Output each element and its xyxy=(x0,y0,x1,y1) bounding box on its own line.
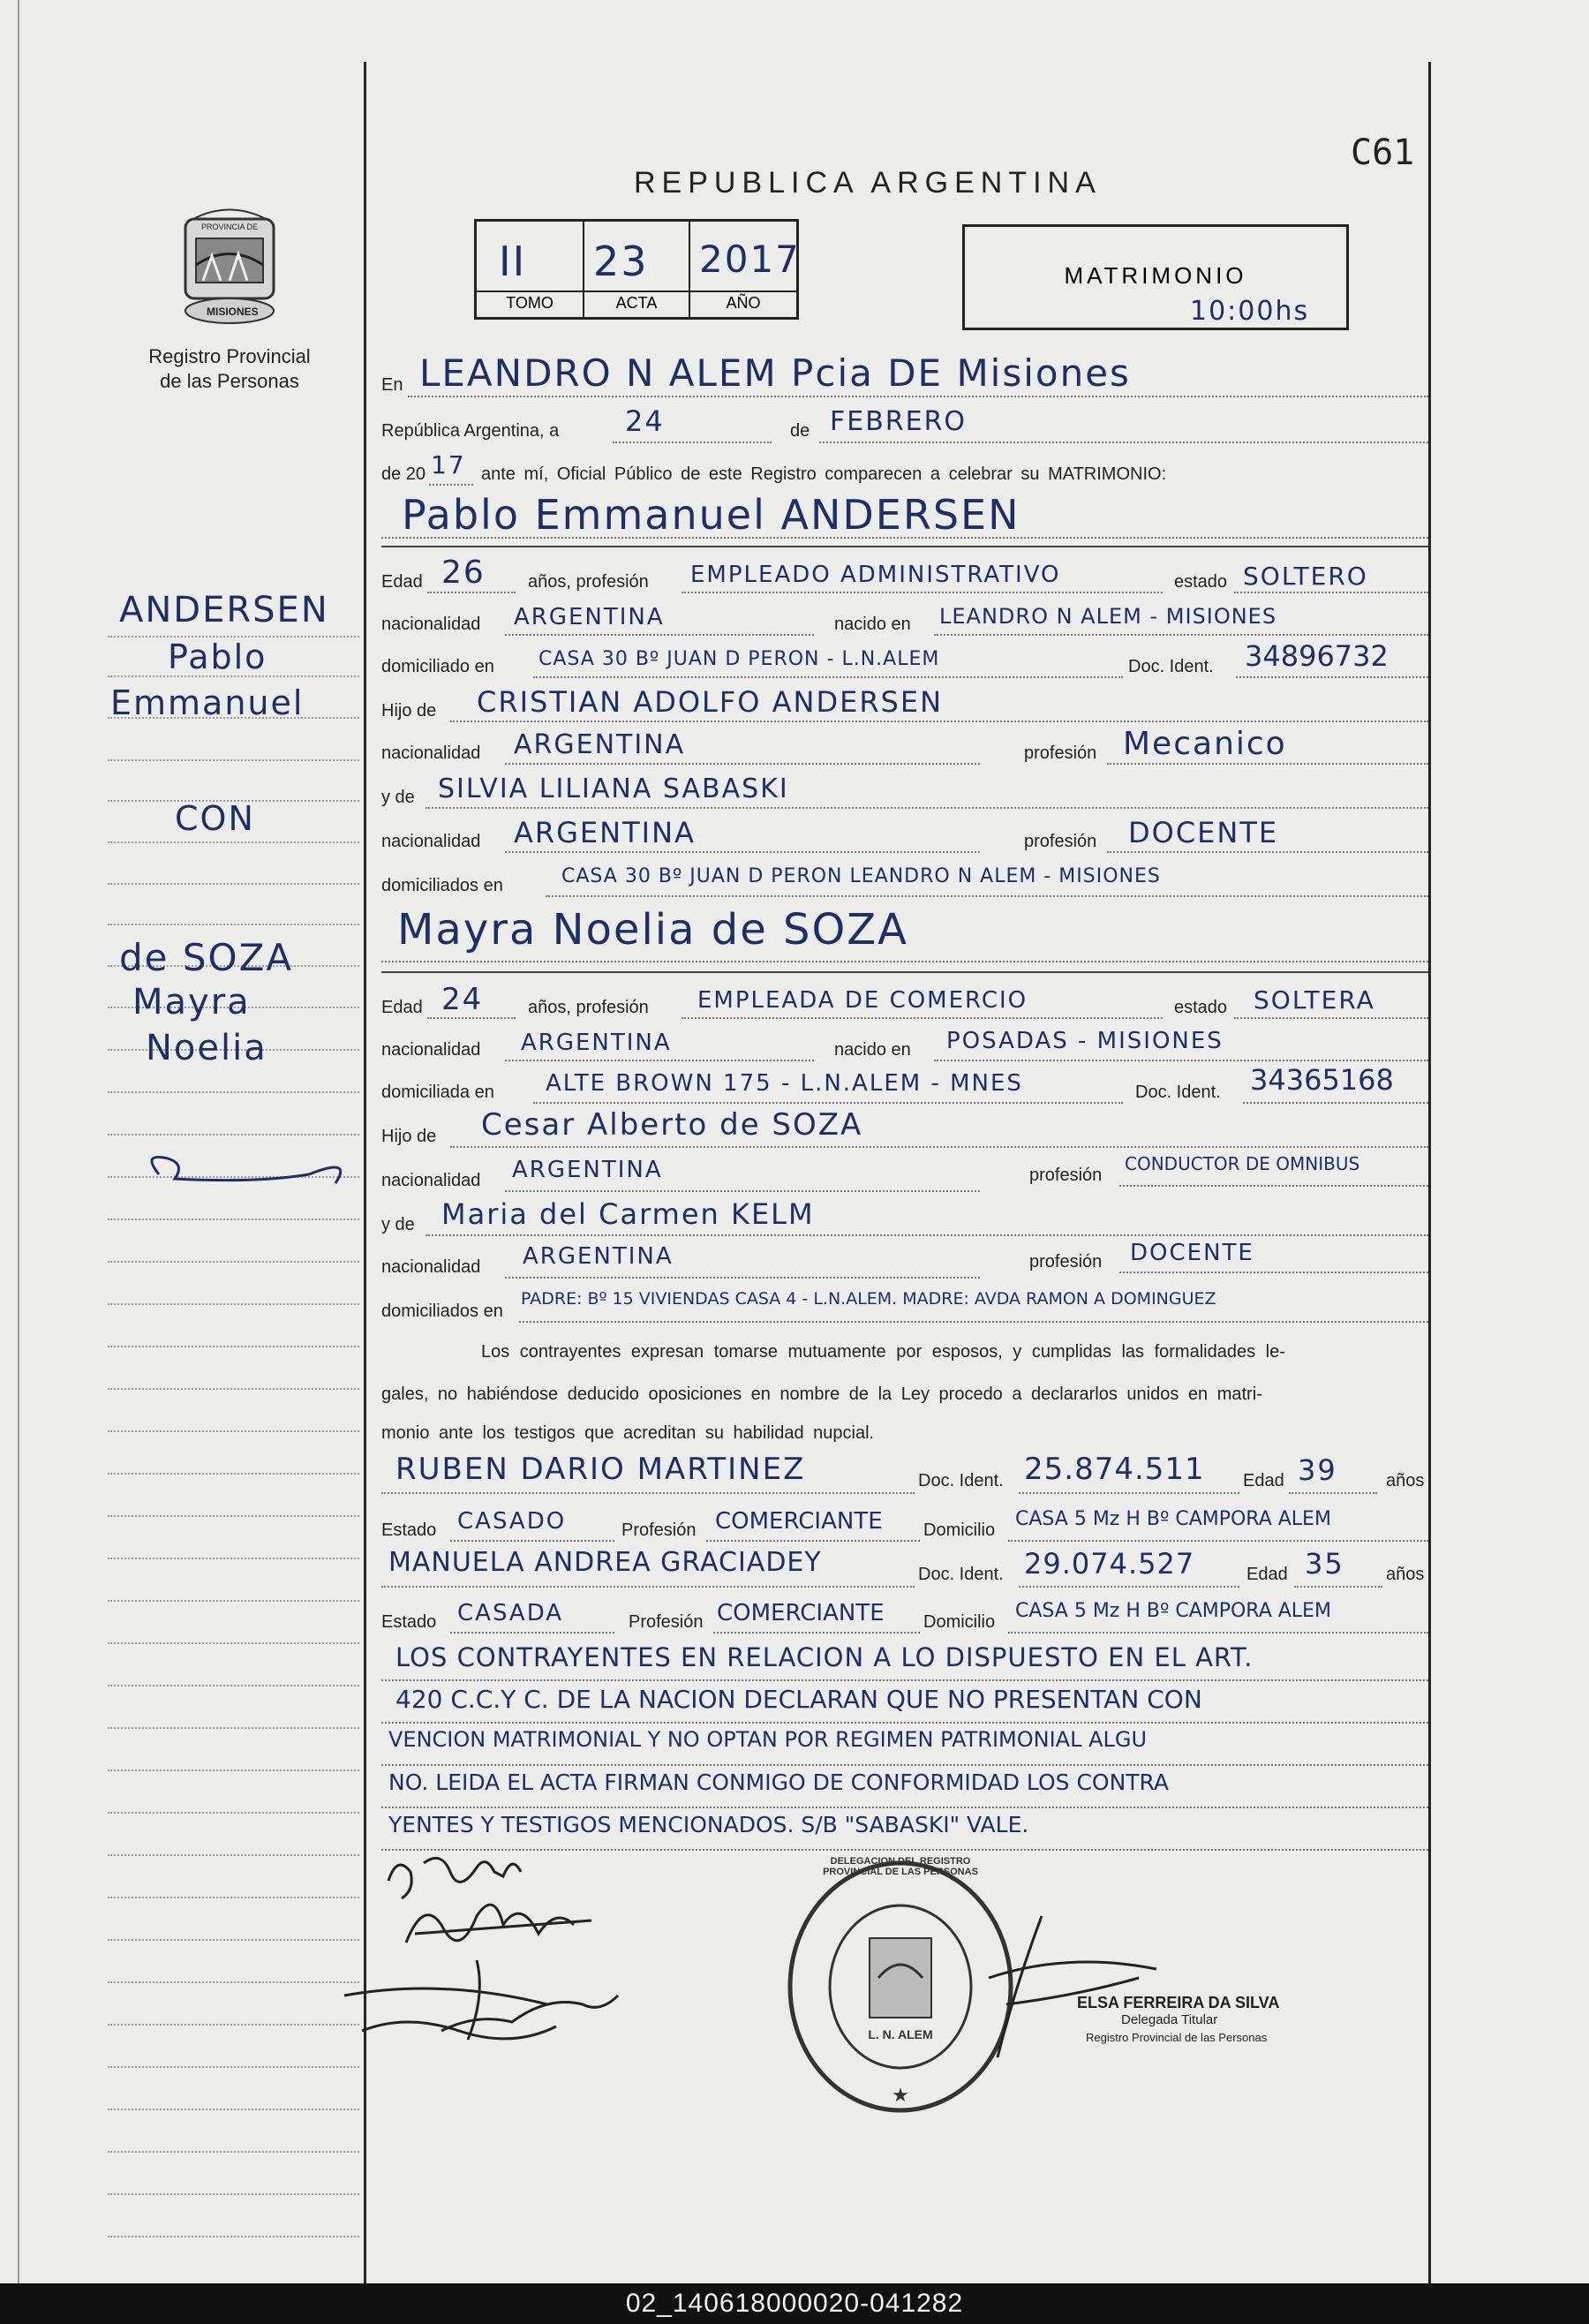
page-number: C61 xyxy=(1351,132,1415,173)
notes-line4: NO. LEIDA EL ACTA FIRMAN CONMIGO DE CONFORMIDAD LOS CONTRA xyxy=(388,1769,1170,1795)
notes-line1: LOS CONTRAYENTES EN RELACION A LO DISPUESTO EN EL ART. xyxy=(395,1642,1254,1672)
groom-padre-prof-label: profesión xyxy=(1024,743,1097,763)
bride-nacido-label: nacido en xyxy=(834,1040,911,1060)
groom-separator xyxy=(381,546,1428,547)
registry-name-line1: Registro Provincial xyxy=(148,345,311,367)
margin-name-bride-1: Mayra xyxy=(132,982,251,1022)
anio-value: 2017 xyxy=(699,238,801,281)
stamp-inner-text: L. N. ALEM xyxy=(868,2027,933,2041)
tomo-label: TOMO xyxy=(506,294,554,312)
witness2-edad: 35 xyxy=(1305,1547,1344,1581)
bride-domicilio: ALTE BROWN 175 - L.N.ALEM - MNES xyxy=(546,1070,1023,1097)
groom-profesion: EMPLEADO ADMINISTRATIVO xyxy=(690,562,1061,588)
seal-bottom-text: MISIONES xyxy=(207,306,259,318)
groom-name: Pablo Emmanuel ANDERSEN xyxy=(402,491,1020,539)
groom-anios-profesion-label: años, profesión xyxy=(528,572,649,592)
bride-padre-prof: CONDUCTOR DE OMNIBUS xyxy=(1125,1153,1360,1174)
groom-padre: CRISTIAN ADOLFO ANDERSEN xyxy=(477,685,944,719)
bride-madre-prof-label: profesión xyxy=(1029,1252,1103,1271)
witness1-estado-label: Estado xyxy=(381,1520,437,1540)
witness1-domicilio-label: Domicilio xyxy=(923,1520,996,1540)
acta-label: ACTA xyxy=(615,294,658,312)
margin-flourish xyxy=(132,1148,362,1205)
bride-edad-label: Edad xyxy=(381,998,423,1017)
declaration-line3: monio ante los testigos que acreditan su habilidad nupcial. xyxy=(381,1423,875,1443)
witness2-domicilio-label: Domicilio xyxy=(923,1612,996,1632)
witness2-doc-label: Doc. Ident. xyxy=(918,1565,1004,1584)
officer-signature xyxy=(936,1898,1201,2079)
bride-padre-prof-label: profesión xyxy=(1029,1166,1103,1185)
margin-name-groom-1: Pablo xyxy=(168,638,267,676)
groom-nacionalidad: ARGENTINA xyxy=(514,604,665,630)
witness1-profesion: COMERCIANTE xyxy=(715,1508,883,1535)
bride-doc-label: Doc. Ident. xyxy=(1135,1083,1221,1102)
stamp-ring-text: DELEGACION DEL REGISTRO PROVINCIAL DE LAS PERSONAS xyxy=(823,1856,978,1877)
officer-org: Registro Provincial de las Personas xyxy=(1086,2031,1268,2044)
witness2-estado-label: Estado xyxy=(381,1612,437,1632)
groom-estado-label: estado xyxy=(1174,572,1228,592)
witness2-estado: CASADA xyxy=(457,1600,564,1626)
bride-hijo-label: Hijo de xyxy=(381,1127,437,1146)
groom-madre-prof: DOCENTE xyxy=(1128,816,1279,849)
groom-estado: SOLTERO xyxy=(1243,562,1368,591)
declaration-line1: Los contrayentes expresan tomarse mutuamente por esposos, y cumplidas las formalidades le- xyxy=(481,1342,1285,1362)
bride-yde-label: y de xyxy=(381,1215,415,1234)
groom-padre-nac-label: nacionalidad xyxy=(381,743,481,763)
margin-name-bride-2: Noelia xyxy=(146,1028,267,1068)
witness2-profesion-label: Profesión xyxy=(629,1612,704,1632)
country-title: REPUBLICA ARGENTINA xyxy=(634,166,1102,200)
groom-nacido: LEANDRO N ALEM - MISIONES xyxy=(939,604,1277,629)
registry-name xyxy=(115,344,344,394)
groom-padre-prof: Mecanico xyxy=(1123,726,1287,762)
bride-madre-nac: ARGENTINA xyxy=(523,1243,674,1270)
groom-edad-label: Edad xyxy=(381,572,423,592)
groom-hijo-label: Hijo de xyxy=(381,701,437,721)
groom-nacionalidad-label: nacionalidad xyxy=(381,615,481,634)
republica-label: República Argentina, a xyxy=(381,421,560,441)
groom-madre-nac: ARGENTINA xyxy=(514,816,696,849)
bride-profesion: EMPLEADA DE COMERCIO xyxy=(697,987,1028,1014)
witness1-anios-label: años xyxy=(1386,1471,1425,1490)
bride-madre: Maria del Carmen KELM xyxy=(441,1197,815,1231)
groom-domicilio: CASA 30 Bº JUAN D PERON - L.N.ALEM xyxy=(538,648,940,670)
year-prefix: de 20 xyxy=(381,464,426,484)
bride-madre-nac-label: nacionalidad xyxy=(381,1257,481,1277)
bride-estado: SOLTERA xyxy=(1254,985,1375,1015)
en-label: En xyxy=(381,375,403,395)
witness2-doc: 29.074.527 xyxy=(1024,1547,1195,1581)
bride-padres-dom: PADRE: Bº 15 VIVIENDAS CASA 4 - L.N.ALEM. MADRE: AVDA RAMON A DOMINGUEZ xyxy=(521,1289,1216,1309)
bride-nacionalidad: ARGENTINA xyxy=(521,1030,672,1056)
record-type-box xyxy=(962,224,1349,330)
witness1-doc: 25.874.511 xyxy=(1024,1452,1205,1487)
bride-padre-nac: ARGENTINA xyxy=(512,1157,663,1183)
groom-madre-nac-label: nacionalidad xyxy=(381,832,481,851)
groom-padres-dom: CASA 30 Bº JUAN D PERON LEANDRO N ALEM - MISIONES xyxy=(561,865,1161,887)
groom-yde-label: y de xyxy=(381,788,415,807)
witness2-profesion: COMERCIANTE xyxy=(717,1600,885,1626)
bride-padre-nac-label: nacionalidad xyxy=(381,1171,481,1190)
witness1-domicilio: CASA 5 Mz H Bº CAMPORA ALEM xyxy=(1015,1508,1331,1530)
groom-edad: 26 xyxy=(441,555,486,591)
acta-value: 23 xyxy=(593,238,649,285)
notes-line3: VENCION MATRIMONIAL Y NO OPTAN POR REGIMEN PATRIMONIAL ALGU xyxy=(388,1727,1148,1752)
marriage-day: 24 xyxy=(625,404,665,438)
ceremony-time: 10:00hs xyxy=(1190,296,1310,327)
witness1-name: RUBEN DARIO MARTINEZ xyxy=(395,1452,806,1487)
margin-surname-bride: de SOZA xyxy=(119,936,294,979)
bride-madre-prof: DOCENTE xyxy=(1130,1240,1254,1266)
witness1-edad-label: Edad xyxy=(1243,1471,1284,1490)
record-type-title: MATRIMONIO xyxy=(1064,262,1247,289)
right-frame-line xyxy=(1428,62,1431,2283)
groom-padre-nac: ARGENTINA xyxy=(514,729,686,760)
witness1-profesion-label: Profesión xyxy=(621,1520,697,1540)
groom-doc: 34896732 xyxy=(1245,639,1389,673)
bride-estado-label: estado xyxy=(1174,998,1228,1017)
seal-top-text: PROVINCIA DE xyxy=(201,223,259,231)
witness1-edad: 39 xyxy=(1298,1453,1337,1487)
svg-text:★: ★ xyxy=(892,2084,909,2106)
anio-label: AÑO xyxy=(726,294,761,312)
witness2-name: MANUELA ANDREA GRACIADEY xyxy=(388,1547,822,1578)
bride-padres-dom-label: domiciliados en xyxy=(381,1302,503,1321)
bride-padre: Cesar Alberto de SOZA xyxy=(481,1107,863,1143)
registry-name-line2: de las Personas xyxy=(160,370,299,392)
witness2-anios-label: años xyxy=(1386,1565,1425,1584)
tomo-value: II xyxy=(499,238,527,285)
marriage-place: LEANDRO N ALEM Pcia DE Misiones xyxy=(419,351,1131,395)
witness2-domicilio: CASA 5 Mz H Bº CAMPORA ALEM xyxy=(1015,1600,1331,1622)
groom-madre: SILVIA LILIANA SABASKI xyxy=(438,773,789,804)
witness2-edad-label: Edad xyxy=(1246,1565,1288,1584)
bride-nacionalidad-label: nacionalidad xyxy=(381,1040,481,1060)
bride-edad: 24 xyxy=(441,982,484,1017)
officer-role: Delegada Titular xyxy=(1121,2012,1218,2027)
de-label: de xyxy=(790,421,810,441)
margin-con: CON xyxy=(175,799,255,838)
bride-name: Mayra Noelia de SOZA xyxy=(397,905,909,954)
notes-line5: YENTES Y TESTIGOS MENCIONADOS. S/B "SABASKI" VALE. xyxy=(388,1812,1029,1837)
bride-domicilio-label: domiciliada en xyxy=(381,1083,494,1102)
comparecen-text: ante mí, Oficial Público de este Registro comparecen a celebrar su MATRIMONIO: xyxy=(481,464,1167,484)
margin-surname-groom: ANDERSEN xyxy=(119,590,329,630)
groom-padres-dom-label: domiciliados en xyxy=(381,876,503,895)
officer-stamp xyxy=(1077,1994,1279,2047)
marriage-month: FEBRERO xyxy=(830,406,968,437)
bride-separator xyxy=(381,971,1428,973)
bride-anios-profesion-label: años, profesión xyxy=(528,998,649,1017)
marriage-year: 17 xyxy=(431,450,466,479)
margin-name-groom-2: Emmanuel xyxy=(110,683,305,722)
groom-domicilio-label: domiciliado en xyxy=(381,657,494,676)
page-edge xyxy=(18,0,19,2283)
groom-madre-prof-label: profesión xyxy=(1024,832,1097,851)
witness2-signature xyxy=(353,2004,565,2062)
notes-line2: 420 C.C.Y C. DE LA NACION DECLARAN QUE NO PRESENTAN CON xyxy=(395,1685,1202,1714)
bride-doc: 34365168 xyxy=(1250,1063,1394,1097)
record-number-box xyxy=(474,219,799,320)
witness1-estado: CASADO xyxy=(457,1508,567,1535)
provincial-seal-icon xyxy=(177,203,282,327)
witness1-doc-label: Doc. Ident. xyxy=(918,1471,1004,1490)
bride-nacido: POSADAS - MISIONES xyxy=(946,1028,1224,1054)
groom-nacido-label: nacido en xyxy=(834,615,911,634)
officer-name: ELSA FERREIRA DA SILVA xyxy=(1077,1994,1280,2011)
groom-doc-label: Doc. Ident. xyxy=(1128,657,1214,676)
image-code-footer: 02_140618000020-041282 xyxy=(0,2283,1589,2324)
declaration-line2: gales, no habiéndose deducido oposiciones en nombre de la Ley procedo a declararlos unidos en matri- xyxy=(381,1385,1262,1404)
